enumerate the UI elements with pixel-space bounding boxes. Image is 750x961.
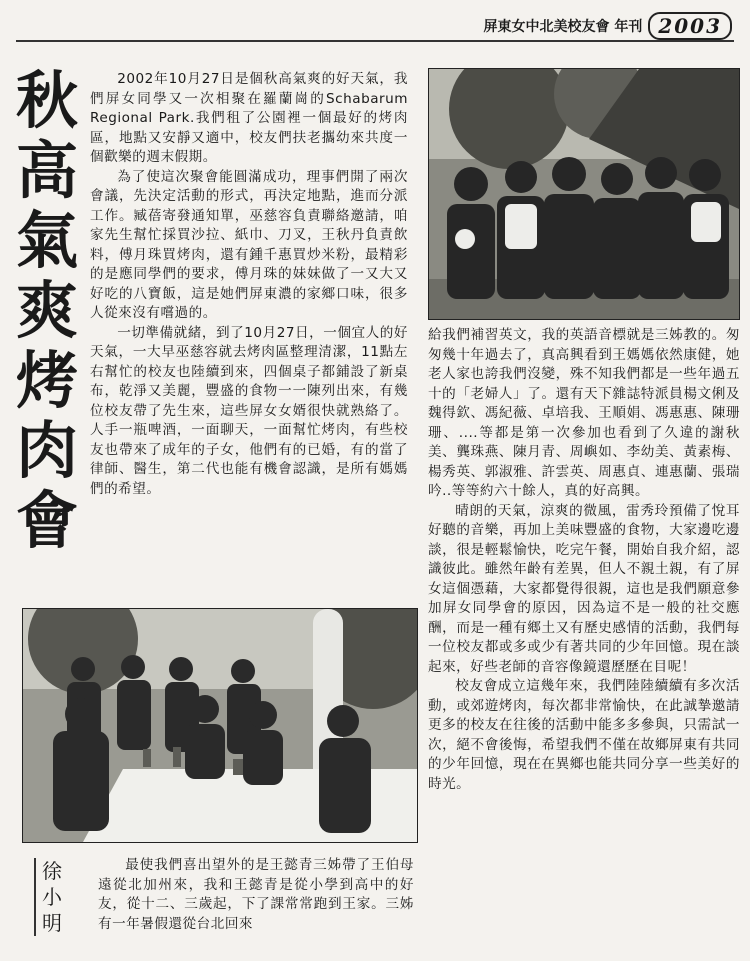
author-char: 小 [42,885,62,909]
paragraph: 給我們補習英文，我的英語音標就是三姊教的。匆匆幾十年過去了，真高興看到王媽媽依然康健，她老人家也誇我們沒變，殊不知我們都是一些年過五十的「老婦人」了。還有天下雜誌特派員楊文俐及魏得欽、馮紀薇、卓培我、王順娟、馮惠惠、陳珊珊、....等都是第一次參加也看到了久違的謝秋美、龔珠燕、陳月青、周嶼如、李幼美、黃素梅、楊秀英、郭淑雅、許雲英、周惠貞、連惠蘭、張瑞吟..等等約六十餘人，真的好高興。 [428,327,740,499]
title-char: 高 [15,134,78,207]
author-char: 明 [42,911,62,935]
group-photo-bottom [22,608,418,843]
header-rule [16,40,734,42]
article-title [12,66,82,556]
title-char: 肉 [15,414,78,487]
column-1-bottom [98,856,414,934]
title-char: 會 [15,484,78,557]
column-2 [428,326,740,794]
paragraph: 一切準備就緒，到了10月27日，一個宜人的好天氣，一大早巫慈容就去烤肉區整理清潔，11點左右幫忙的校友也陸續到來，四個桌子都鋪設了新桌布，乾淨又美麗，豐盛的食物一一陳列出來，有幾位校友帶了先生來，這些屏女女婿很快就熟絡了。人手一瓶啤酒，一面聊天，一面幫忙烤肉，有些校友也帶來了成年的子女，他們有的已婚，有的當了律師、醫生，第二代也能有機會認識，是所有媽媽們的希望。 [90,324,408,497]
author-byline [34,858,64,936]
title-char: 秋 [15,64,78,137]
column-1-top [90,70,408,499]
title-char: 氣 [15,204,78,277]
paragraph: 為了使這次聚會能圓滿成功，理事們開了兩次會議，先決定活動的形式，再決定地點，進而分派工作。臧蓓寄發通知單，巫慈容負責聯絡邀請，咱家先生幫忙採買沙拉、紙巾、刀叉，王秋丹負責飲料，傅月珠買烤肉，還有鍾千惠買炒米粉，最精彩的是應同學們的要求，傅月珠的妹妹做了一又大又好吃的八寶飯，這是她們屏東濃的家鄉口味，很多人從來沒有嚐過的。 [90,168,408,321]
year-logo: 2003 [648,12,732,40]
publication-name: 屏東女中北美校友會 年刊 [483,19,643,35]
author-char: 徐 [42,859,62,883]
paragraph: 晴朗的天氣，涼爽的微風，雷秀玲預備了悅耳好聽的音樂，再加上美味豐盛的食物，大家邊吃邊談，很是輕鬆愉快，吃完午餐，開始自我介紹，認識彼此。雖然年齡有差異，但人不親土親，有了屏女這個憑藉，大家都覺得很親，這也是我們願意參加屏女同學會的原因，因為這不是一般的社交應酬，而是一種有鄉土又有歷史感情的活動，我們每一位校友都或多或少有著共同的少年回憶。現在談起來，好些老師的音容像鏡還歷歷在目呢！ [428,502,740,675]
title-char: 爽 [15,274,78,347]
title-char: 烤 [15,344,78,417]
paragraph: 校友會成立這幾年來，我們陸陸續續有多次活動，或郊遊烤肉，每次都非常愉快，在此誠摯邀請更多的校友在往後的活動中能多多參與，只需試一次，絕不會後悔，希望我們不僅在故鄉屏東有共同的少年回憶，現在在異鄉也能共同分享一些美好的時光。 [428,678,740,792]
paragraph: 最使我們喜出望外的是王懿青三姊帶了王伯母遠從北加州來，我和王懿青是從小學到高中的好友，從十二、三歲起，下了課常常跑到王家。三姊有一年暑假還從台北回來 [98,857,414,932]
group-photo-top [428,68,740,320]
page-header [483,14,732,38]
paragraph: 2002年10月27日是個秋高氣爽的好天氣，我們屏女同學又一次相聚在羅蘭崗的Schabarum Regional Park.我們租了公園裡一個最好的烤肉區，地點又安靜又適中，校友們扶老攜幼來共度一個歡樂的週末假期。 [90,71,408,165]
